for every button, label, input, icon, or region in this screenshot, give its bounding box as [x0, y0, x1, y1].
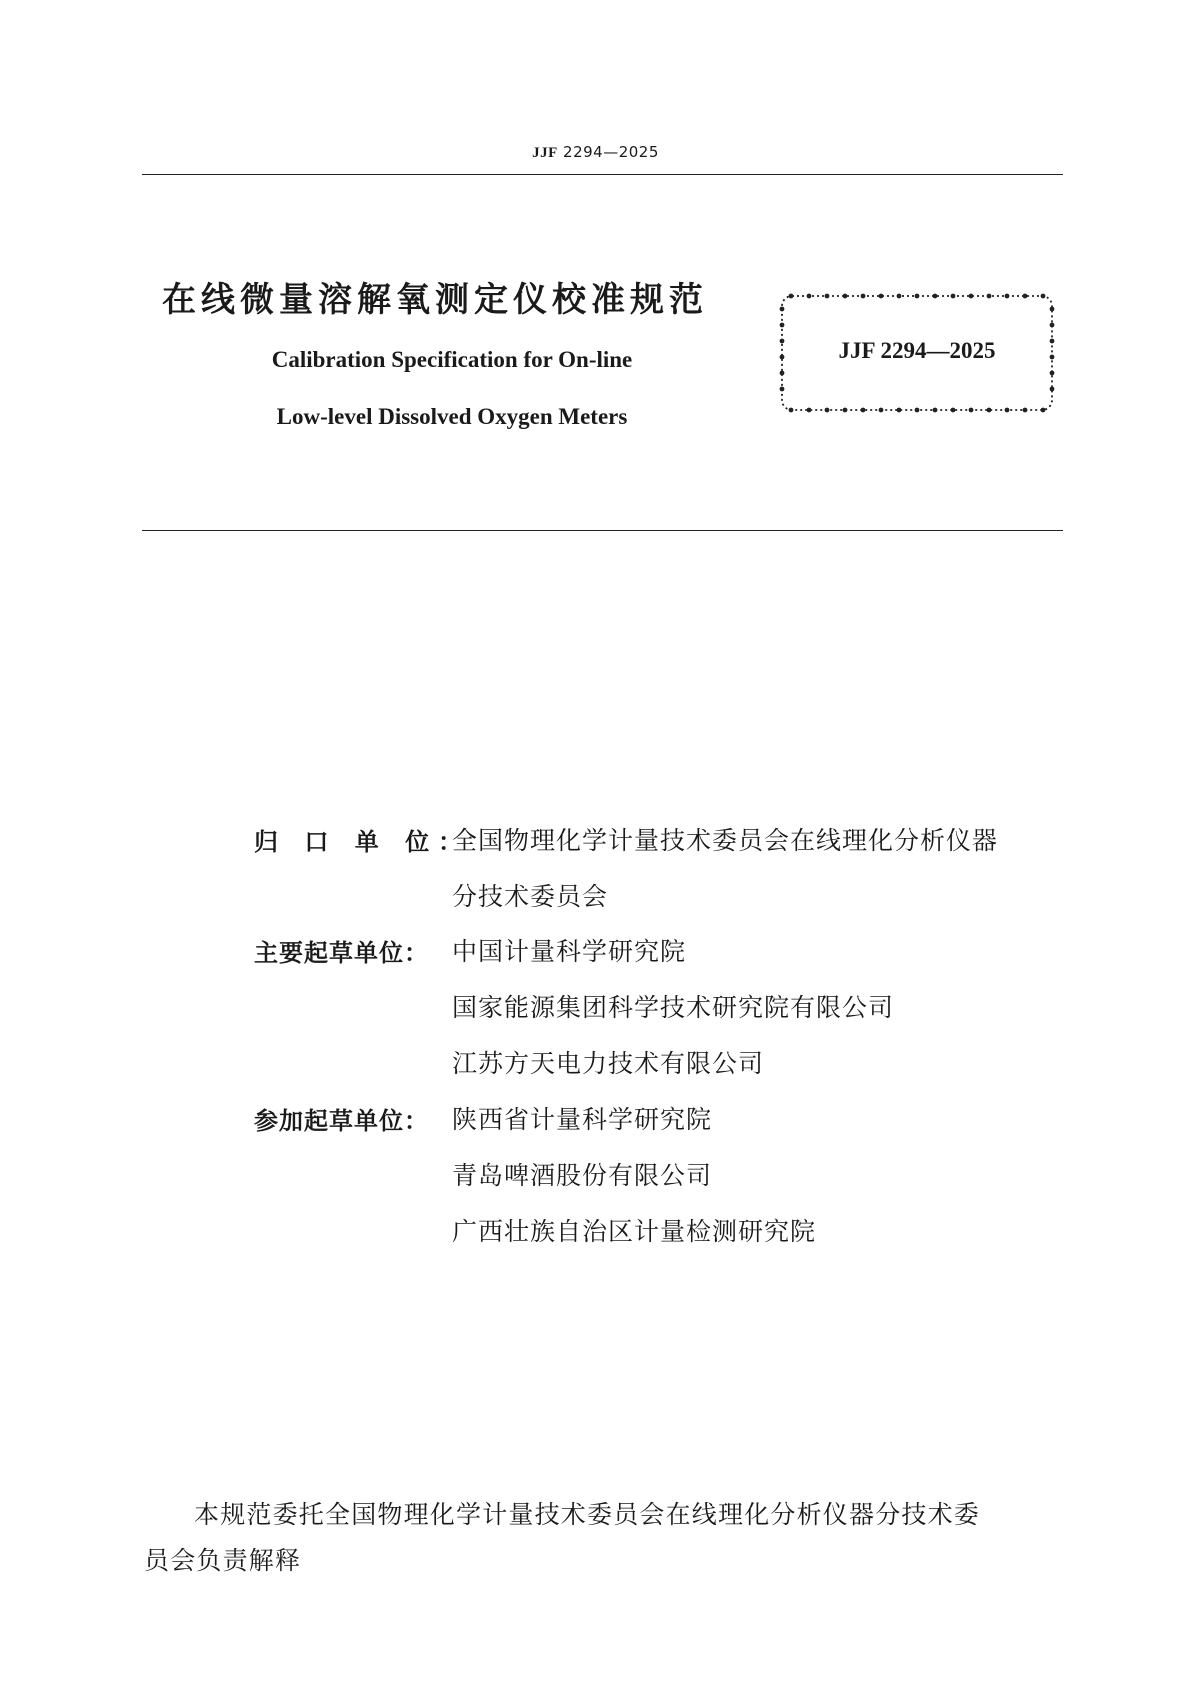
- standard-code-box: [779, 293, 1055, 413]
- border-bead: [861, 294, 866, 299]
- border-bead: [789, 408, 794, 413]
- border-bead: [843, 294, 848, 299]
- main-drafting-line: 江苏方天电力技术有限公司: [452, 1049, 765, 1078]
- border-bead: [807, 408, 812, 413]
- border-bead: [789, 294, 794, 299]
- border-bead: [897, 294, 902, 299]
- border-bead: [969, 294, 974, 299]
- border-bead: [969, 408, 974, 413]
- border-bead: [780, 371, 785, 376]
- participating-drafting-line: 青岛啤酒股份有限公司: [452, 1161, 713, 1190]
- participating-drafting-label: 参加起草单位：: [254, 1107, 429, 1135]
- border-bead: [987, 408, 992, 413]
- border-bead: [951, 294, 956, 299]
- border-bead: [879, 294, 884, 299]
- border-bead: [897, 408, 902, 413]
- border-bead: [1050, 387, 1055, 392]
- border-bead: [951, 408, 956, 413]
- border-bead: [843, 408, 848, 413]
- border-bead: [780, 323, 785, 328]
- border-bead: [861, 408, 866, 413]
- border-bead: [1041, 294, 1046, 299]
- border-bead: [933, 294, 938, 299]
- border-bead: [1023, 294, 1028, 299]
- participating-drafting-line: 广西壮族自治区计量检测研究院: [452, 1217, 817, 1246]
- border-bead: [1050, 307, 1055, 312]
- standard-code: JJF 2294—2025: [838, 338, 996, 363]
- border-bead: [1050, 323, 1055, 328]
- border-bead: [1050, 371, 1055, 376]
- border-bead: [879, 408, 884, 413]
- interpretation-note-line2: 员会负责解释: [144, 1546, 302, 1575]
- responsible-unit-label: 归 口 单 位：: [254, 828, 472, 856]
- running-header: [0, 143, 1191, 162]
- border-bead: [1005, 294, 1010, 299]
- border-bead: [987, 294, 992, 299]
- border-bead: [933, 408, 938, 413]
- border-bead: [825, 408, 830, 413]
- border-bead: [807, 294, 812, 299]
- interpretation-note-line1: 本规范委托全国物理化学计量技术委员会在线理化分析仪器分技术委: [194, 1500, 981, 1529]
- border-bead: [780, 307, 785, 312]
- responsible-unit-line: 全国物理化学计量技术委员会在线理化分析仪器: [452, 826, 999, 855]
- title-chinese: 在线微量溶解氧测定仪校准规范: [162, 280, 708, 320]
- border-bead: [780, 387, 785, 392]
- header-number: 2294—2025: [563, 143, 659, 161]
- border-bead: [1023, 408, 1028, 413]
- header-prefix: JJF: [532, 145, 558, 161]
- border-bead: [825, 294, 830, 299]
- header-rule: [142, 174, 1063, 175]
- main-drafting-line: 国家能源集团科学技术研究院有限公司: [452, 993, 895, 1022]
- participating-drafting-line: 陕西省计量科学研究院: [452, 1105, 713, 1134]
- responsible-unit-line: 分技术委员会: [452, 882, 609, 911]
- main-drafting-label: 主要起草单位：: [254, 939, 429, 967]
- title-english-line1: Calibration Specification for On-line: [271, 347, 633, 372]
- border-bead: [915, 294, 920, 299]
- main-drafting-line: 中国计量科学研究院: [452, 937, 687, 966]
- title-english-line2: Low-level Dissolved Oxygen Meters: [276, 404, 628, 429]
- border-bead: [915, 408, 920, 413]
- title-bottom-rule: [142, 530, 1063, 531]
- border-bead: [1041, 408, 1046, 413]
- border-bead: [1005, 408, 1010, 413]
